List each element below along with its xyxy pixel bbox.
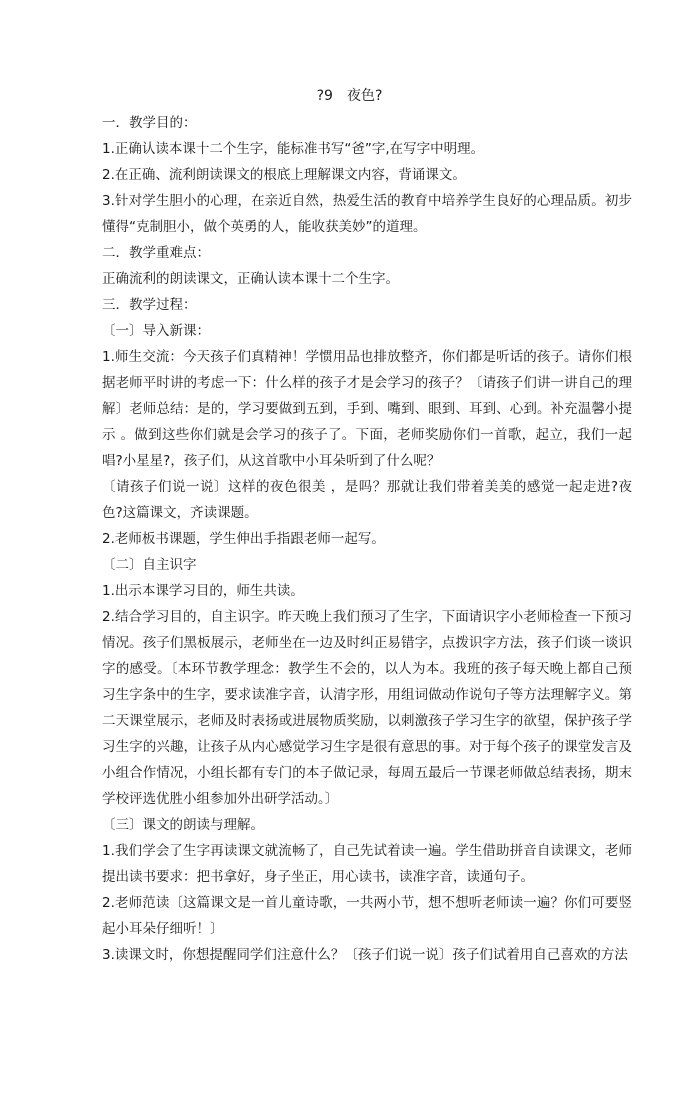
intro-step-1-cont: 〔请孩子们说一说〕这样的夜色很美 ，是吗？那就让我们带着美美的感觉一起走进?夜色?这篇课文，齐读课题。 — [102, 479, 632, 521]
reading-step-2: 2.老师范读〔这篇课文是一首儿童诗歌，一共两小节，想不想听老师读一遍？你们可要竖起小耳朵仔细听！〕 — [102, 895, 632, 937]
document-body — [102, 110, 632, 968]
intro-step-1: 1.师生交流：今天孩子们真精神！学惯用品也排放整齐，你们都是听话的孩子。请你们根据老师平时讲的考虑一下：什么样的孩子才是会学习的孩子？〔请孩子们讲一讲自己的理解〕老师总结：是的，学习要做到五到，手到、嘴到、眼到、耳到、心到。补充温馨小提示 。做到这些你们就是会学习的孩子了。下面，老师奖励你们一首歌，起立，我们一起唱?小星星?，孩子们，从这首歌中小耳朵听到了什么呢？ — [102, 349, 632, 469]
reading-step-1: 1.我们学会了生字再读课文就流畅了，自己先试着读一遍。学生借助拼音自读课文，老师提出读书要求：把书拿好，身子坐正，用心读书，读准字音，读通句子。 — [102, 843, 632, 885]
subsection-heading-reading: 〔三〕课文的朗读与理解。 — [102, 817, 264, 833]
lesson-title: ?9 夜色? — [316, 88, 383, 104]
subsection-heading-intro: 〔一〕导入新课： — [102, 323, 210, 339]
intro-step-2: 2.老师板书课题，学生伸出手指跟老师一起写。 — [102, 531, 385, 547]
literacy-step-1: 1.出示本课学习目的，师生共读。 — [102, 583, 304, 599]
reading-step-3: 3.读课文时，你想提醒同学们注意什么？〔孩子们说一说〕孩子们试着用自己喜欢的方法 — [102, 947, 628, 963]
section-heading-key-points: 二．教学重难点： — [102, 245, 210, 261]
section-heading-objectives: 一．教学目的： — [102, 115, 197, 131]
objective-2: 2.在正确、流利朗读课文的根底上理解课文内容，背诵课文。 — [102, 167, 466, 183]
objective-1: 1.正确认读本课十二个生字，能标准书写“爸”字,在写字中明理。 — [102, 141, 485, 157]
subsection-heading-literacy: 〔二〕自主识字 — [102, 557, 197, 573]
literacy-step-2: 2.结合学习目的，自主识字。昨天晚上我们预习了生字，下面请识字小老师检查一下预习情况。孩子们黑板展示，老师坐在一边及时纠正易错字，点拨识字方法，孩子们谈一谈识字的感受。〔本环节教学理念：教学生不会的，以人为本。我班的孩子每天晚上都自己预习生字条中的生字，要求读准字音，认清字形，用组词做动作说句子等方法理解字义。第二天课堂展示，老师及时表扬或进展物质奖励，以刺激孩子学习生字的欲望，保护孩子学习生字的兴趣，让孩子从内心感觉学习生字是很有意思的事。对于每个孩子的课堂发言及小组合作情况，小组长都有专门的本子做记录，每周五最后一节课老师做总结表扬，期末学校评选优胜小组参加外出研学活动。〕 — [102, 609, 632, 807]
objective-3: 3.针对学生胆小的心理，在亲近自然，热爱生活的教育中培养学生良好的心理品质。初步懂得“克制胆小，做个英勇的人，能收获美妙”的道理。 — [102, 193, 632, 235]
section-heading-process: 三．教学过程： — [102, 297, 197, 313]
key-points-text: 正确流利的朗读课文，正确认读本课十二个生字。 — [102, 271, 399, 287]
